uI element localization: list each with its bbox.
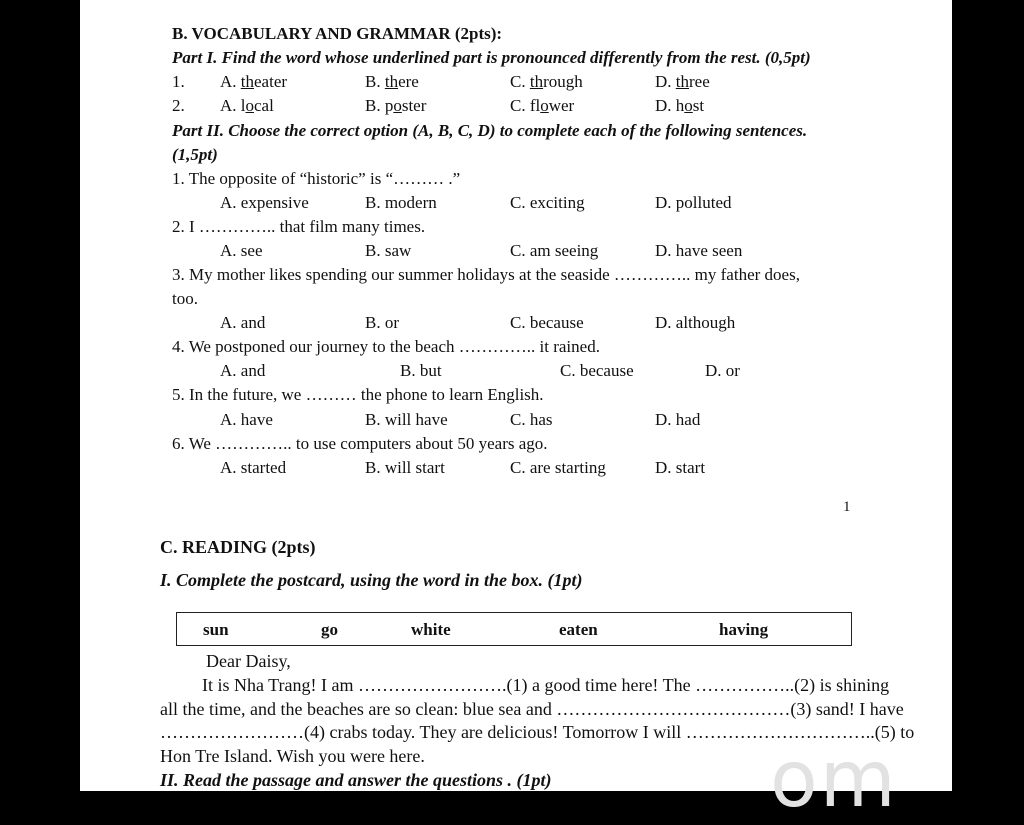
p2-q4-option-b: B. but	[400, 361, 442, 380]
p2-q6-option-d: D. start	[655, 458, 706, 477]
postcard-line-2: all the time, and the beaches are so clean: blue sea and …………………………………(3) sand! I have	[160, 699, 904, 719]
p2-q1-option-c: C. exciting	[510, 193, 585, 212]
watermark: om	[770, 735, 898, 825]
postcard-line-4: Hon Tre Island. Wish you were here.	[160, 746, 425, 766]
p2-q1-option-b: B. modern	[365, 193, 437, 212]
p2-q2-stem: 2. I ………….. that film many times.	[172, 217, 426, 236]
p2-q5-option-b: B. will have	[365, 410, 448, 429]
word-box-item: eaten	[559, 620, 598, 639]
word-box	[176, 612, 852, 646]
p2-q1-option-a: A. expensive	[220, 193, 309, 212]
p1-q2-option-b: B. poster	[365, 96, 427, 115]
p1-q1-option-d: D. three	[655, 72, 710, 91]
p1-q2-option-d: D. host	[655, 96, 705, 115]
p1-q2-option-c: C. flower	[510, 96, 575, 115]
p2-q6-option-b: B. will start	[365, 458, 445, 477]
word-box-item: white	[411, 620, 451, 639]
p2-q6-stem: 6. We ………….. to use computers about 50 years ago.	[172, 434, 548, 453]
document-page	[80, 0, 952, 825]
p2-q4-option-a: A. and	[220, 361, 266, 380]
p1-q2-option-a: A. local	[220, 96, 274, 115]
postcard-line-3: ……………………(4) crabs today. They are delicious! Tomorrow I will …………………………..(5) to	[160, 722, 915, 742]
p2-q5-option-c: C. has	[510, 410, 553, 429]
p2-q3-stem-cont: too.	[172, 289, 198, 308]
underlined-part: o	[684, 96, 693, 115]
section-c-heading: C. READING (2pts)	[160, 537, 316, 557]
p2-q3-option-a: A. and	[220, 313, 266, 332]
word-box-item: go	[321, 620, 338, 639]
p2-q1-option-d: D. polluted	[655, 193, 732, 212]
p1-q1-option-c: C. through	[510, 72, 583, 91]
underlined-part: th	[240, 72, 255, 91]
underlined-part: o	[393, 96, 402, 115]
p1-q1-number: 1.	[172, 72, 185, 91]
p2-q6-option-c: C. are starting	[510, 458, 606, 477]
reading-part1-instruction: I. Complete the postcard, using the word in the box. (1pt)	[160, 570, 583, 590]
part1-instruction: Part I. Find the word whose underlined part is pronounced differently from the rest. (0,5pt)	[172, 48, 811, 67]
underlined-part: o	[540, 96, 549, 115]
underlined-part: th	[529, 72, 544, 91]
page-number: 1	[843, 499, 851, 515]
postcard-line-1: It is Nha Trang! I am …………………….(1) a good time here! The ……………..(2) is shining	[202, 675, 890, 695]
underlined-part: th	[675, 72, 690, 91]
p2-q2-option-d: D. have seen	[655, 241, 743, 260]
p2-q3-stem: 3. My mother likes spending our summer holidays at the seaside ………….. my father does,	[172, 265, 800, 284]
word-box-item: having	[719, 620, 769, 639]
section-b-heading: B. VOCABULARY AND GRAMMAR (2pts):	[172, 24, 503, 43]
p1-q2-number: 2.	[172, 96, 185, 115]
p1-q1-option-b: B. there	[365, 72, 419, 91]
p2-q3-option-d: D. although	[655, 313, 736, 332]
p2-q6-option-a: A. started	[220, 458, 287, 477]
p2-q5-stem: 5. In the future, we ……… the phone to learn English.	[172, 385, 544, 404]
p2-q3-option-c: C. because	[510, 313, 584, 332]
word-box-item: sun	[203, 620, 229, 639]
p2-q5-option-d: D. had	[655, 410, 701, 429]
reading-part2-instruction: II. Read the passage and answer the questions . (1pt)	[160, 770, 552, 790]
underlined-part: o	[245, 96, 254, 115]
p2-q2-option-b: B. saw	[365, 241, 412, 260]
underlined-part: th	[384, 72, 399, 91]
postcard-greeting: Dear Daisy,	[206, 651, 291, 671]
p2-q3-option-b: B. or	[365, 313, 399, 332]
p1-q1-option-a: A. theater	[220, 72, 288, 91]
part2-instruction: Part II. Choose the correct option (A, B, C, D) to complete each of the following sentences.	[172, 121, 808, 140]
part2-points: (1,5pt)	[172, 145, 218, 164]
p2-q4-stem: 4. We postponed our journey to the beach ………….. it rained.	[172, 337, 600, 356]
p2-q5-option-a: A. have	[220, 410, 273, 429]
p2-q2-option-a: A. see	[220, 241, 263, 260]
p2-q4-option-c: C. because	[560, 361, 634, 380]
p2-q4-option-d: D. or	[705, 361, 740, 380]
p2-q1-stem: 1. The opposite of “historic” is “……… .”	[172, 169, 461, 188]
p2-q2-option-c: C. am seeing	[510, 241, 599, 260]
